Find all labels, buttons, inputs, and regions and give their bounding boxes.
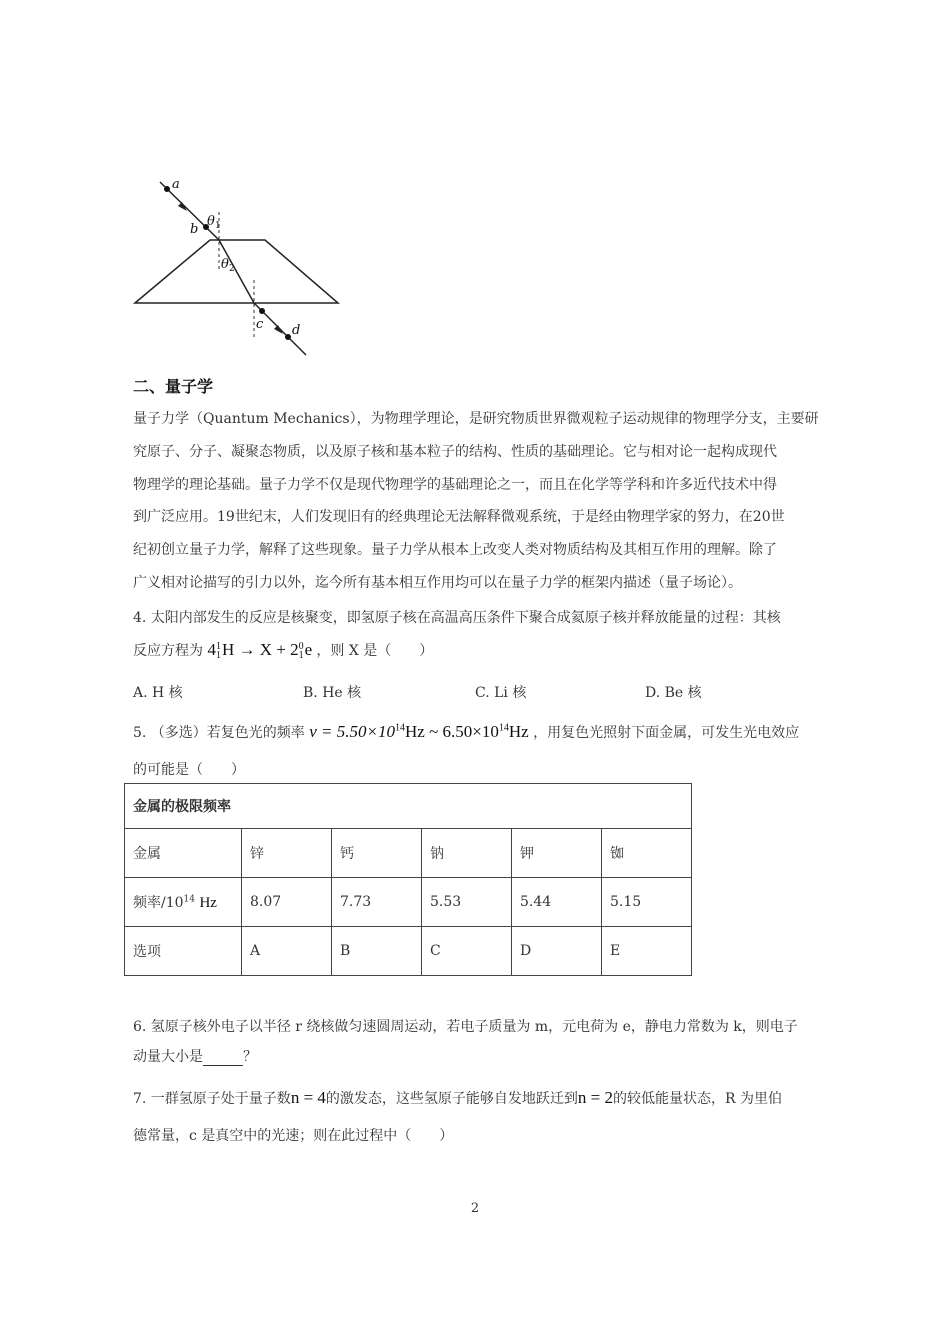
label-b: b: [190, 222, 199, 237]
q4-equation: [207, 640, 316, 662]
intro-line: 究原子、分子、凝聚态物质，以及原子核和基本粒子的结构、性质的基础理论。它与相对论一起构成现代: [133, 443, 777, 460]
q4-suffix: ，则 X 是（ ）: [316, 643, 434, 659]
q4-coef: 4: [207, 640, 216, 659]
label-theta2-sub: 2: [229, 264, 235, 274]
label-d: d: [292, 323, 301, 338]
metal-frequency-table: [124, 783, 692, 976]
q4-option-d[interactable]: D. Be 核: [645, 685, 702, 701]
point-a: [164, 186, 170, 192]
intro-line: 纪初创立量子力学，解释了这些现象。量子力学从根本上改变人类对物质结构及其相互作用的理解。除了: [133, 542, 777, 559]
q7-line2: 德常量，c 是真空中的光速；则在此过程中（ ）: [133, 1128, 454, 1144]
table-row: 频率$/10^{14}$ Hz 8.07 7.73 5.53 5.44 5.15: [125, 878, 692, 927]
e-nuclide: 0 1: [298, 641, 304, 662]
answer-blank[interactable]: [203, 1051, 243, 1066]
q7-n2: n = 2: [577, 1088, 613, 1107]
intro-line: 量子力学（Quantum Mechanics），为物理学理论，是研究物质世界微观粒子运动规律的物理学分支，主要研: [133, 411, 819, 427]
q4-option-a[interactable]: A. H 核: [133, 685, 183, 701]
label-c: c: [256, 317, 264, 332]
refraction-figure: [120, 170, 360, 370]
page-number: 2: [470, 1201, 480, 1216]
h-nuclide: 1 1: [215, 641, 221, 662]
point-c: [259, 308, 265, 314]
h-symbol: H: [221, 640, 235, 659]
intro-line: 到广泛应用。19世纪末，人们发现旧有的经典理论无法解释微观系统，于是经由物理学家的努力，在20世: [133, 509, 785, 526]
point-d: [285, 334, 291, 340]
q4-line1: 4. 太阳内部发生的反应是核聚变，即氢原子核在高温高压条件下聚合成氦原子核并释放能量的过程：其核: [133, 610, 781, 626]
q4-options: [133, 682, 833, 702]
q5-formula: $v = 5.50\times 10^{14}Hz$ ~ $6.50\times 10^{14}Hz$: [309, 722, 529, 741]
label-theta1: θ: [207, 214, 215, 229]
table-title: 金属的极限频率: [125, 784, 692, 829]
q4-line2: [133, 640, 433, 660]
q7-n4: n = 4: [290, 1088, 326, 1107]
label-theta2: θ: [221, 257, 229, 272]
q4-option-c[interactable]: C. Li 核: [475, 685, 527, 701]
q6-line2: 动量大小是 ？: [133, 1049, 257, 1065]
intro-line: 物理学的理论基础。量子力学不仅是现代物理学的基础理论之一，而且在化学等学科和许多近代技术中得: [133, 476, 777, 493]
q5-prefix: 5. （多选）若复色光的频率: [133, 725, 305, 741]
q4-prefix: 反应方程为: [133, 643, 203, 659]
intro-paragraph: [133, 403, 823, 600]
intro-line: 广义相对论描写的引力以外，迄今所有基本相互作用均可以在量子力学的框架内描述（量子场论）。: [133, 574, 742, 591]
q6-line1: 6. 氢原子核外电子以半径 r 绕核做匀速圆周运动，若电子质量为 m，元电荷为 e，静电力常数为 k，则电子: [133, 1019, 798, 1035]
q5-line1: [133, 722, 799, 742]
q4-option-b[interactable]: B. He 核: [303, 685, 362, 701]
q5-line2: 的可能是（ ）: [133, 762, 245, 778]
section-title: 二、量子学: [133, 377, 214, 396]
label-theta1-sub: 1: [215, 221, 221, 231]
e-symbol: e: [304, 640, 313, 659]
table-row: 选项 A B C D E: [125, 927, 692, 976]
q7-line1: 7. 一群氢原子处于量子数n = 4的激发态，这些氢原子能够自发地跃迁到n = 2的较低能量状态，R 为里伯: [133, 1088, 782, 1107]
q5-suffix: ，用复色光照射下面金属，可发生光电效应: [533, 725, 800, 741]
arrow-head-2: [274, 325, 283, 334]
table-row: 金属 锌 钙 钠 钾 铷: [125, 829, 692, 878]
freq-header-cell: 频率$/10^{14}$ Hz: [125, 878, 242, 927]
q4-arrow: → X + 2: [238, 640, 299, 659]
label-a: a: [172, 177, 180, 192]
